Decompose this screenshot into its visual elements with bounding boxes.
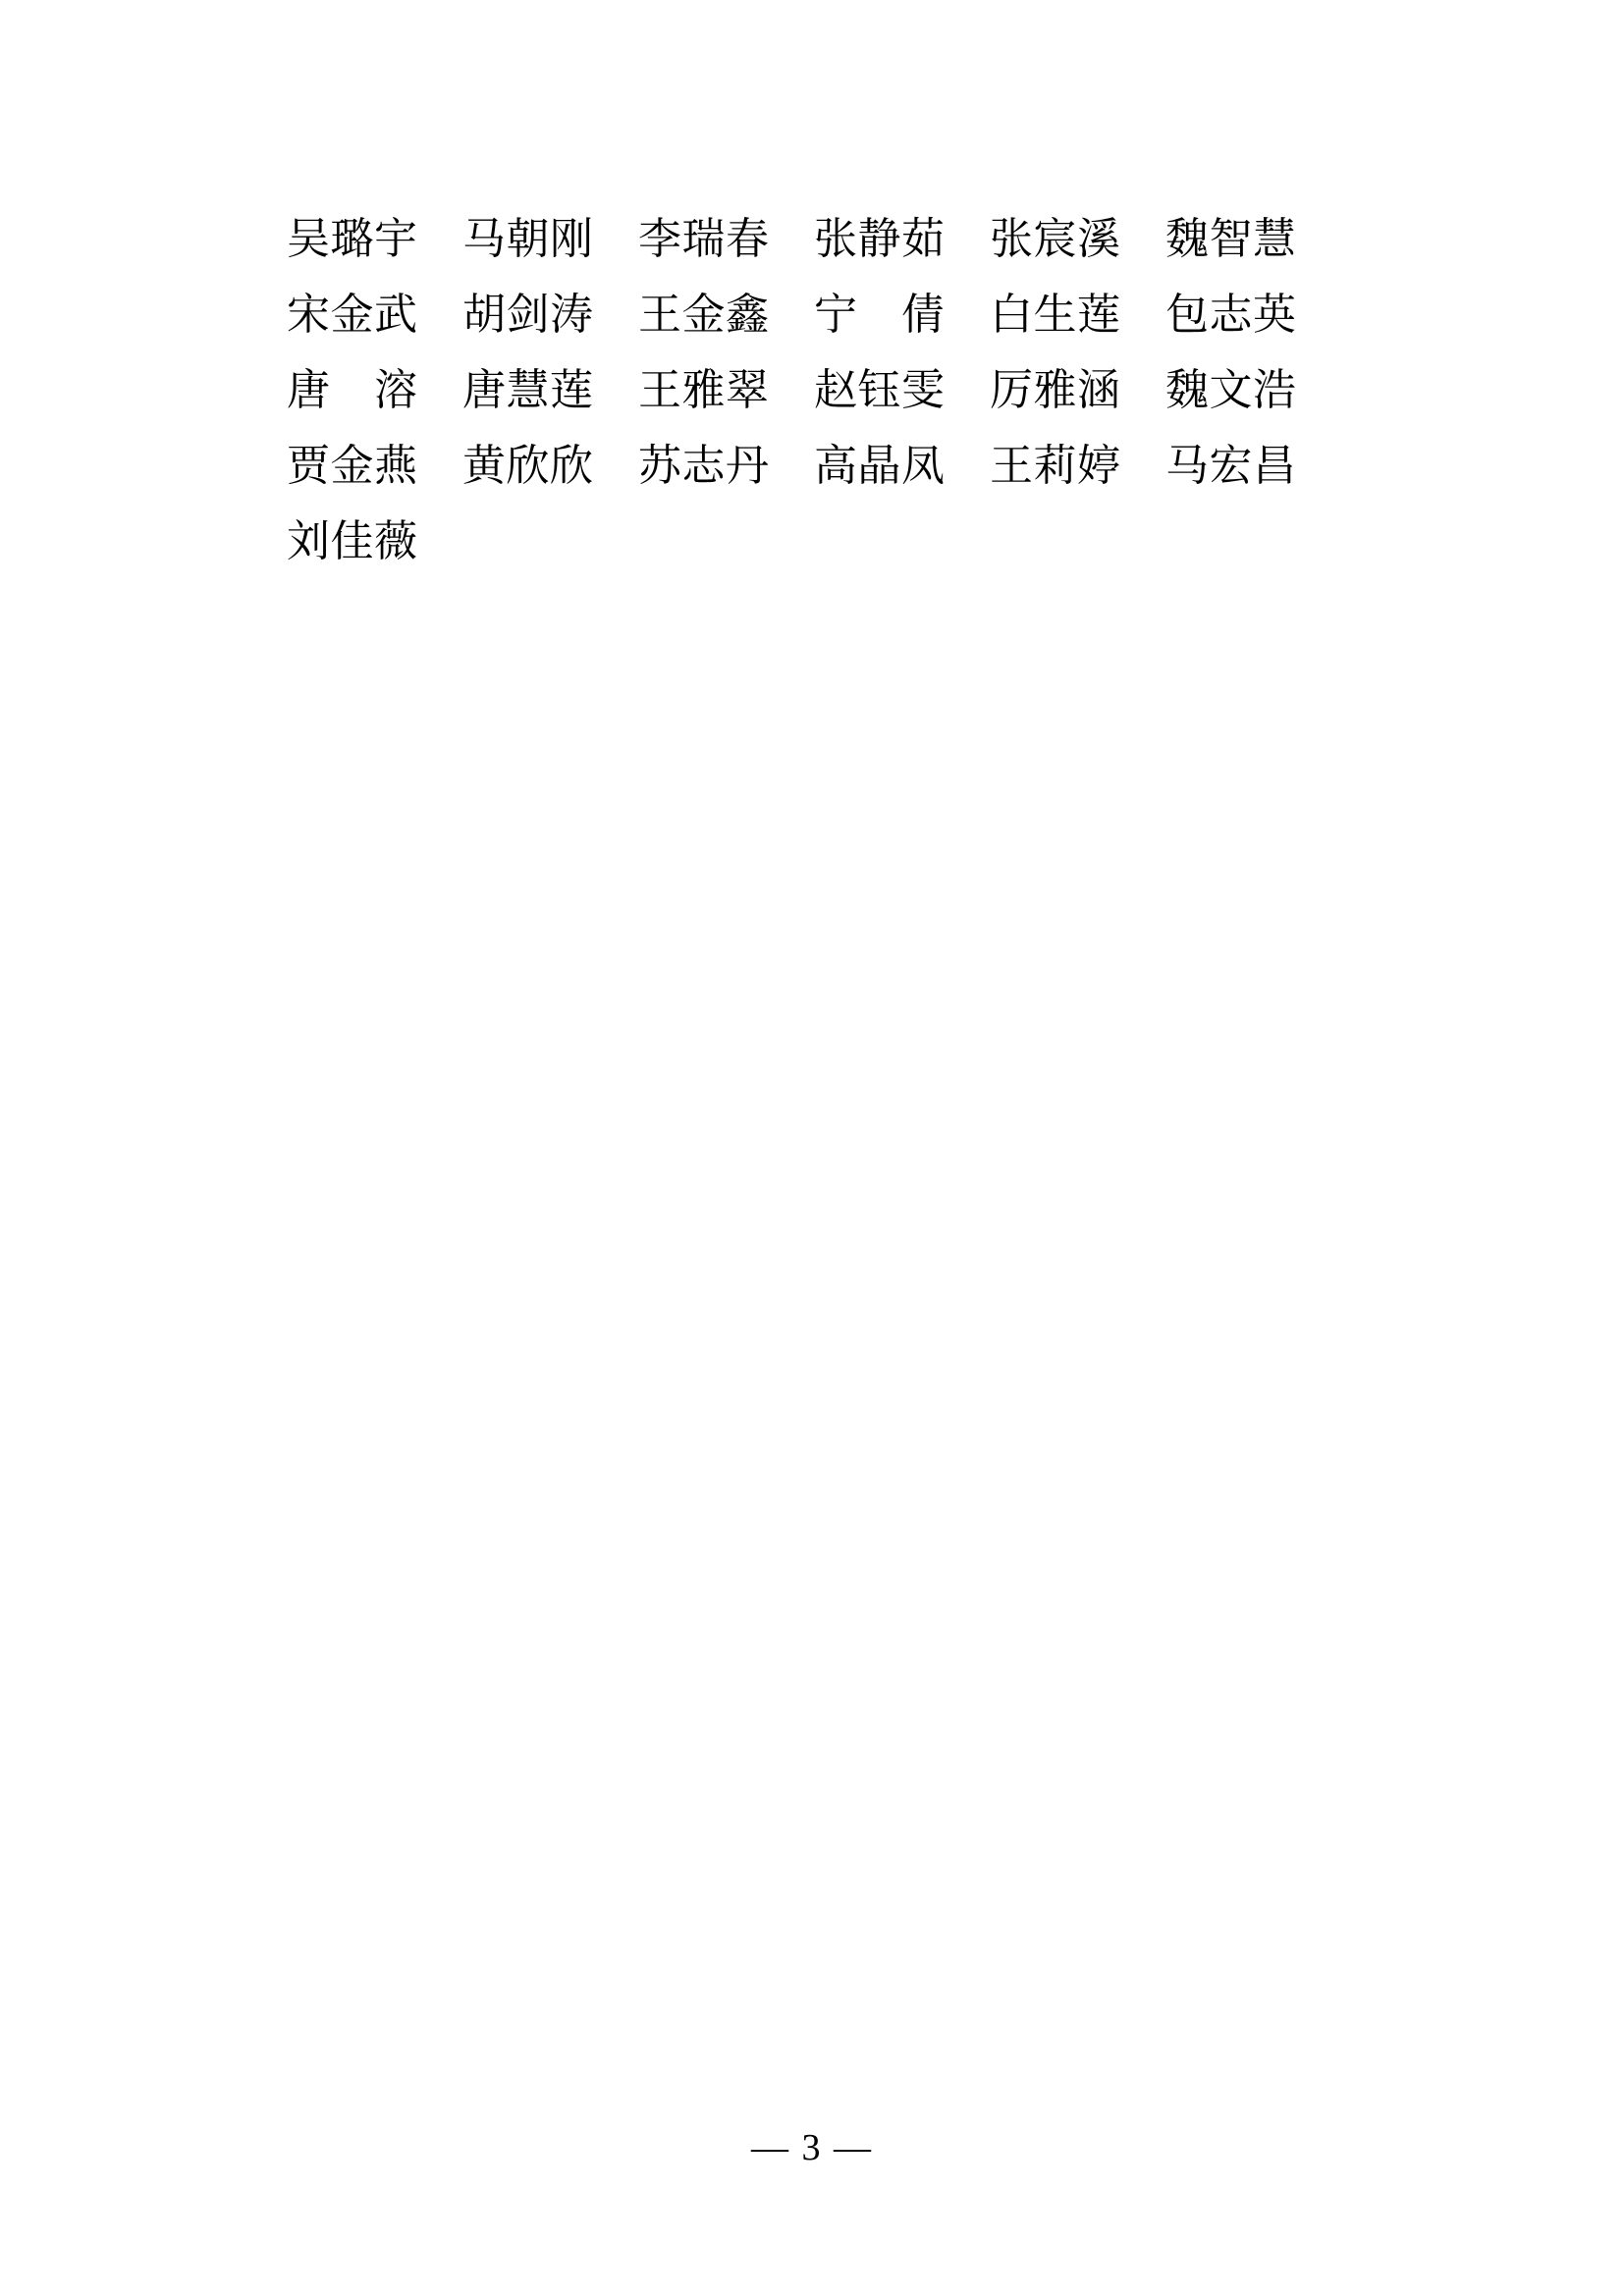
person-name: 魏智慧: [1165, 215, 1297, 263]
name-row: [287, 428, 1386, 504]
person-name: 高晶凤: [814, 442, 946, 490]
person-name: 刘佳薇: [287, 517, 418, 565]
person-name: 白生莲: [990, 291, 1121, 339]
person-name: 王金鑫: [638, 291, 770, 339]
person-name: 赵钰雯: [814, 366, 946, 414]
person-name: 张静茹: [814, 215, 946, 263]
name-row: [287, 352, 1386, 428]
person-name: 黄欣欣: [462, 442, 594, 490]
person-name: 唐慧莲: [462, 366, 594, 414]
page-footer: [0, 2128, 1624, 2167]
person-name: 唐 溶: [287, 366, 418, 414]
person-name: 宁 倩: [814, 291, 946, 339]
name-row: [287, 277, 1386, 352]
person-name: 李瑞春: [638, 215, 770, 263]
person-name: 张宸溪: [990, 215, 1121, 263]
name-row: [287, 201, 1386, 277]
names-list: [287, 201, 1386, 579]
person-name: 包志英: [1165, 291, 1297, 339]
person-name: 苏志丹: [638, 442, 770, 490]
person-name: 胡剑涛: [462, 291, 594, 339]
person-name: 魏文浩: [1165, 366, 1297, 414]
person-name: 贾金燕: [287, 442, 418, 490]
person-name: 宋金武: [287, 291, 418, 339]
person-name: 厉雅涵: [990, 366, 1121, 414]
person-name: 马朝刚: [462, 215, 594, 263]
person-name: 王莉婷: [990, 442, 1121, 490]
person-name: 吴璐宇: [287, 215, 418, 263]
page-number: — 3 —: [751, 2127, 873, 2168]
person-name: 马宏昌: [1165, 442, 1297, 490]
person-name: 王雅翠: [638, 366, 770, 414]
name-row: [287, 504, 1386, 579]
